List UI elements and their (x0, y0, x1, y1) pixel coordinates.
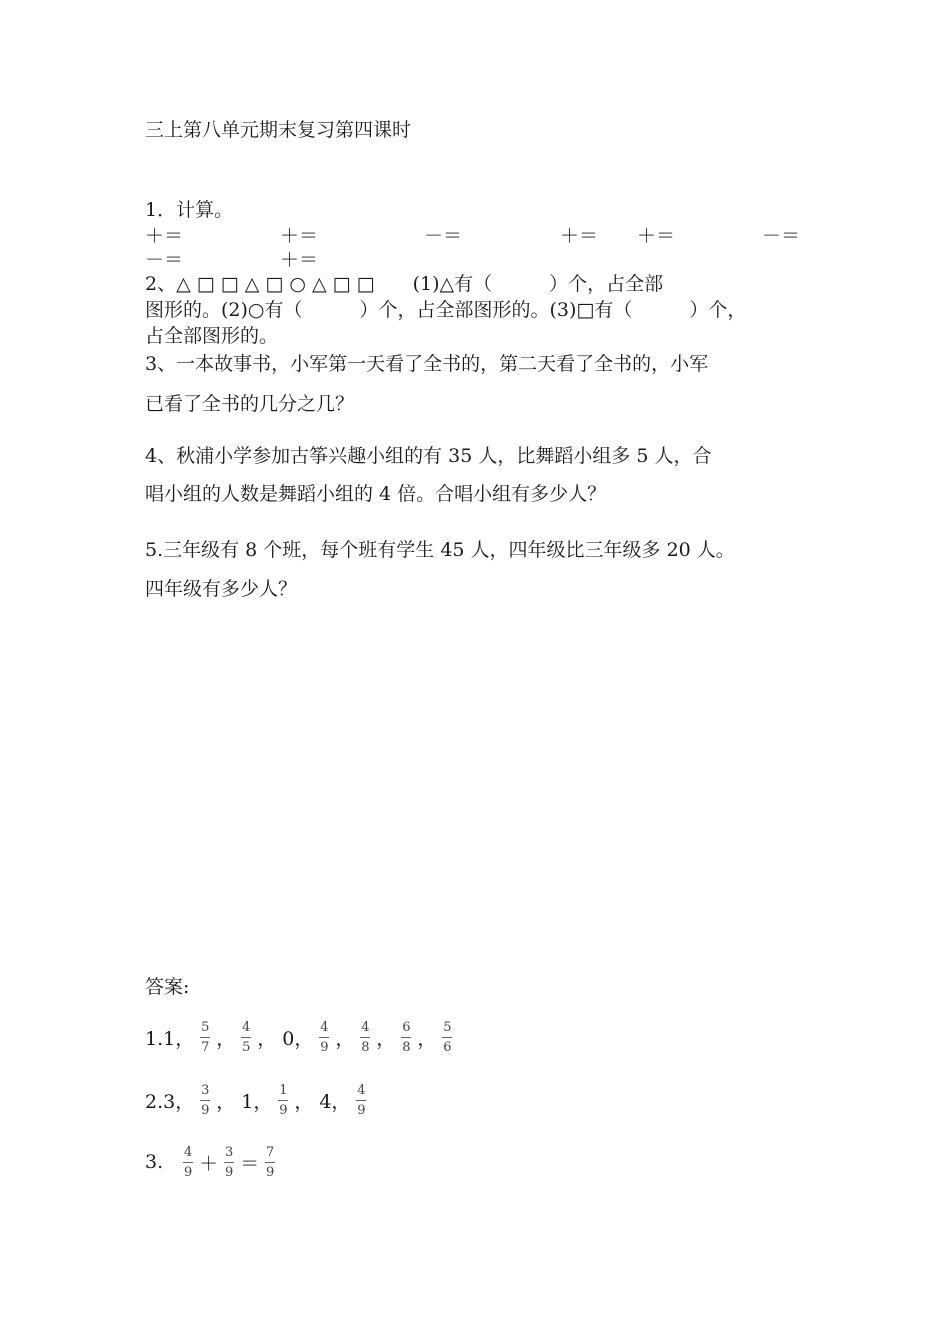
answer-3-prefix: 3. (145, 1151, 164, 1173)
question-2-line-3: 占全部图形的。 (145, 325, 279, 347)
q1-op-1: ＋＝ (145, 225, 184, 247)
fraction (200, 1083, 210, 1118)
denominator: 9 (201, 1102, 210, 1118)
numerator: 5 (443, 1019, 452, 1035)
denominator: 8 (361, 1039, 370, 1055)
comma: ， (376, 1027, 396, 1050)
numerator: 1 (279, 1082, 288, 1098)
fraction (200, 1020, 210, 1055)
denominator: 9 (357, 1102, 366, 1118)
numerator: 4 (184, 1144, 193, 1160)
q1-op-8: ＋＝ (280, 249, 319, 271)
fraction (401, 1020, 411, 1055)
fraction (241, 1020, 251, 1055)
q1-op-7: －＝ (145, 249, 184, 271)
fraction-bar (278, 1100, 288, 1101)
answer-1-prefix: 1.1， (145, 1027, 195, 1050)
fraction-bar (183, 1162, 193, 1163)
denominator: 9 (184, 1164, 193, 1180)
denominator: 6 (443, 1039, 452, 1055)
numerator: 7 (266, 1144, 275, 1160)
comma: ， (216, 1090, 236, 1113)
equals-sign: ＝ (240, 1152, 260, 1175)
fraction-bar (356, 1100, 366, 1101)
q1-op-5: ＋＝ (637, 225, 676, 247)
q1-op-2: ＋＝ (280, 225, 319, 247)
answer-2 (145, 1078, 372, 1122)
answer-1-zero: 0， (282, 1027, 314, 1050)
q1-op-3: －＝ (424, 225, 463, 247)
fraction-bar (241, 1037, 251, 1038)
denominator: 9 (279, 1102, 288, 1118)
comma: ， (417, 1027, 437, 1050)
numerator: 5 (201, 1019, 210, 1035)
question-3-line-1: 3、一本故事书，小军第一天看了全书的，第二天看了全书的，小军 (145, 353, 709, 375)
question-2-line-1: 2、△ □ □ △ □ ○ △ □ □ (1)△有（ ）个，占全部 (145, 273, 664, 295)
q1-op-4: ＋＝ (560, 225, 599, 247)
denominator: 9 (266, 1164, 275, 1180)
fraction-bar (200, 1037, 210, 1038)
answer-2-one: 1， (241, 1090, 273, 1113)
question-1-heading: 1．计算。 (145, 199, 234, 221)
denominator: 9 (225, 1164, 234, 1180)
denominator: 5 (242, 1039, 251, 1055)
question-3-line-2: 已看了全书的几分之几？ (145, 393, 355, 415)
comma: ， (335, 1027, 355, 1050)
numerator: 4 (242, 1019, 251, 1035)
q1-op-6: －＝ (762, 225, 801, 247)
numerator: 3 (201, 1082, 210, 1098)
fraction (278, 1083, 288, 1118)
fraction-bar (360, 1037, 370, 1038)
numerator: 3 (225, 1144, 234, 1160)
fraction (442, 1020, 452, 1055)
comma: ， (294, 1090, 314, 1113)
fraction-bar (265, 1162, 275, 1163)
question-5-line-2: 四年级有多少人？ (145, 578, 298, 600)
fraction-bar (401, 1037, 411, 1038)
comma: ， (257, 1027, 277, 1050)
fraction (356, 1083, 366, 1118)
fraction (183, 1145, 193, 1180)
question-4-line-2: 唱小组的人数是舞蹈小组的 4 倍。合唱小组有多少人？ (145, 483, 607, 505)
answers-heading: 答案: (145, 976, 190, 998)
fraction-bar (442, 1037, 452, 1038)
answer-2-prefix: 2.3， (145, 1090, 195, 1113)
denominator: 8 (402, 1039, 411, 1055)
page-title: 三上第八单元期末复习第四课时 (145, 119, 412, 141)
fraction (360, 1020, 370, 1055)
denominator: 9 (320, 1039, 329, 1055)
fraction-bar (200, 1100, 210, 1101)
answer-1 (145, 1015, 458, 1059)
fraction-bar (319, 1037, 329, 1038)
answer-2-four: 4， (319, 1090, 351, 1113)
numerator: 6 (402, 1019, 411, 1035)
numerator: 4 (320, 1019, 329, 1035)
fraction (224, 1145, 234, 1180)
comma: ， (216, 1027, 236, 1050)
numerator: 4 (361, 1019, 370, 1035)
question-2-line-2: 图形的。(2)○有（ ）个，占全部图形的。(3)□有（ ）个， (145, 299, 747, 321)
question-5-line-1: 5.三年级有 8 个班，每个班有学生 45 人，四年级比三年级多 20 人。 (145, 539, 735, 561)
numerator: 4 (357, 1082, 366, 1098)
question-4-line-1: 4、秋浦小学参加古筝兴趣小组的有 35 人，比舞蹈小组多 5 人，合 (145, 445, 712, 467)
plus-sign: ＋ (199, 1152, 219, 1175)
fraction-bar (224, 1162, 234, 1163)
fraction (319, 1020, 329, 1055)
denominator: 7 (201, 1039, 210, 1055)
fraction (265, 1145, 275, 1180)
answer-3 (145, 1140, 281, 1184)
